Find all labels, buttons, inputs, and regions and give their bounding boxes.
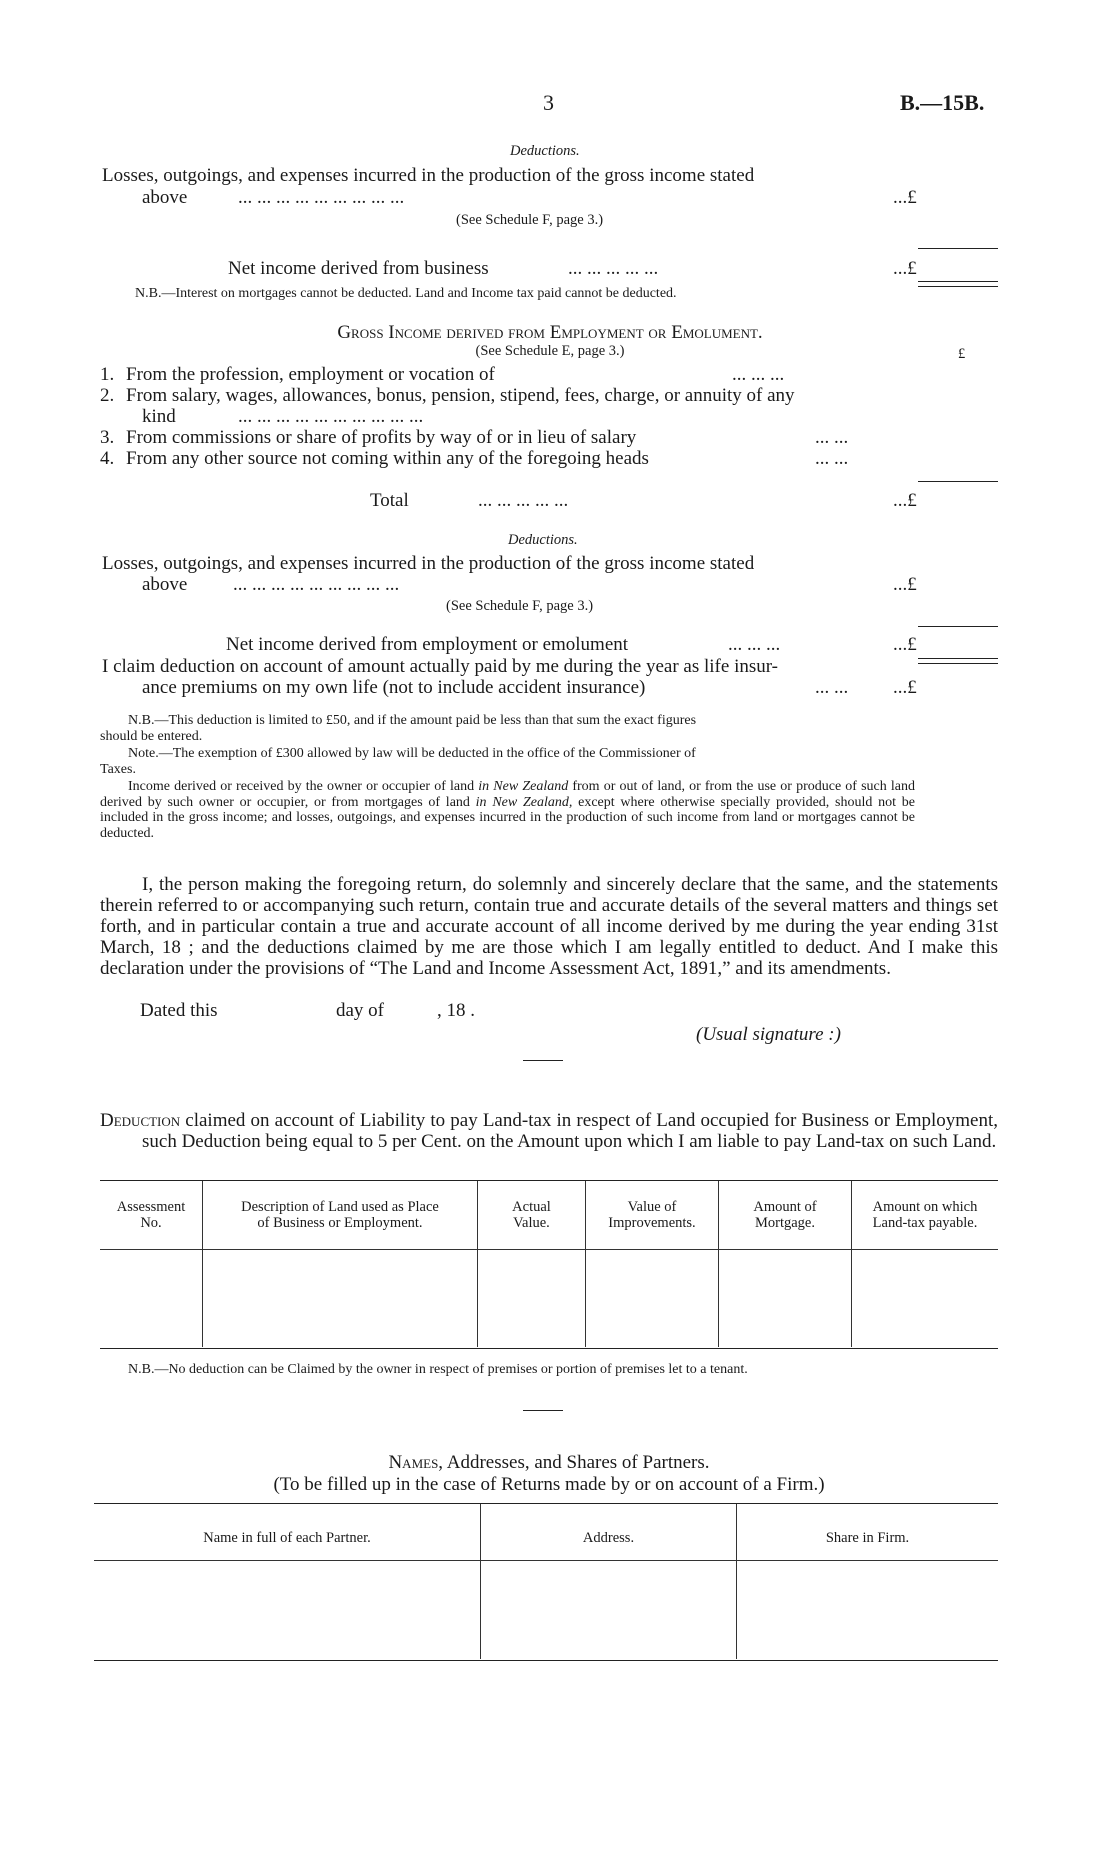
- income-note-part2: from or out of land, or from the use or produce of such land derived by such owner or occupier, or from mortgages of land: [100, 779, 915, 810]
- landtax-blank-row: [100, 1249, 998, 1347]
- note-line2: Taxes.: [100, 762, 136, 777]
- item-num-3: 3.: [100, 427, 115, 448]
- col-actual: [478, 1181, 586, 1249]
- business-losses-line1: Losses, outgoings, and expenses incurred in the production of the gross income stated: [102, 165, 755, 186]
- col-mortgage-l1: Amount of: [753, 1199, 817, 1215]
- employment-net-label: Net income derived from employment or emolument: [226, 634, 629, 655]
- col-partner-name: Name in full of each Partner.: [94, 1504, 481, 1560]
- employment-schedule-ref2: (See Schedule F, page 3.): [446, 598, 594, 614]
- landtax-intro-lead: Deduction: [100, 1110, 181, 1131]
- page-number: 3: [543, 90, 554, 115]
- partners-title-rest: , Addresses, and Shares of Partners.: [438, 1452, 710, 1473]
- item-text-2b: kind: [142, 406, 176, 427]
- double-rule: [918, 658, 998, 664]
- item-text-4: From any other source not coming within any of the foregoing heads: [126, 448, 649, 469]
- rule: [918, 626, 998, 627]
- partners-bottom-rule: [94, 1660, 998, 1661]
- business-schedule-ref: (See Schedule F, page 3.): [456, 212, 604, 228]
- nb-line1: N.B.—This deduction is limited to £50, and if the amount paid be less than that sum the exact figures: [128, 713, 697, 728]
- employment-total-pound: ...£: [893, 490, 917, 511]
- partners-header-row: [94, 1504, 998, 1560]
- business-net-income-label: Net income derived from business: [228, 258, 489, 279]
- col-actual-l1: Actual: [512, 1199, 551, 1215]
- landtax-nb: N.B.—No deduction can be Claimed by the owner in respect of premises or portion of premises let to a tenant.: [128, 1362, 748, 1377]
- col-landtax-payable: [852, 1181, 999, 1249]
- employment-deductions-heading: Deductions.: [508, 532, 578, 548]
- cell-mortgage[interactable]: [719, 1249, 852, 1347]
- col-partner-share: Share in Firm.: [825, 1530, 910, 1546]
- col-landtax-l1: Amount on which: [872, 1199, 978, 1215]
- employment-total-label: Total: [370, 490, 409, 511]
- claim-pound: ...£: [893, 677, 917, 698]
- partners-title-lead: Names: [388, 1452, 439, 1473]
- employment-losses-line1: Losses, outgoings, and expenses incurred in the production of the gross income stated: [102, 553, 755, 574]
- income-note-part1: Income derived or received by the owner or occupier of land: [128, 779, 479, 794]
- cell-partner-share[interactable]: [737, 1560, 999, 1659]
- item-dots-4: ... ...: [815, 448, 849, 469]
- landtax-header-row: [100, 1181, 998, 1249]
- business-losses-line2: above: [142, 187, 188, 208]
- usual-signature: (Usual signature :): [696, 1024, 841, 1045]
- cell-partner-address[interactable]: [481, 1560, 737, 1659]
- partners-table: [94, 1504, 998, 1659]
- rule: [918, 248, 998, 249]
- dated-this: Dated this: [140, 1000, 218, 1021]
- item-num-4: 4.: [100, 448, 115, 469]
- col-landtax-l2: Land-tax payable.: [872, 1215, 978, 1231]
- claim-line1: I claim deduction on account of amount actually paid by me during the year as life insur-: [102, 656, 779, 677]
- claim-line2: ance premiums on my own life (not to include accident insurance): [142, 677, 646, 698]
- item-dots-1: ... ... ...: [732, 364, 785, 385]
- section-divider: [523, 1060, 563, 1061]
- cell-assessment[interactable]: [100, 1249, 203, 1347]
- col-mortgage-l2: Mortgage.: [755, 1215, 815, 1231]
- col-actual-l2: Value.: [513, 1215, 550, 1231]
- col-assessment-l2: No.: [140, 1215, 162, 1231]
- cell-improvements[interactable]: [586, 1249, 719, 1347]
- item-num-1: 1.: [100, 364, 115, 385]
- dated-year: , 18 .: [437, 1000, 475, 1021]
- employment-total-dots: ... ... ... ... ...: [478, 490, 569, 511]
- item-text-2: From salary, wages, allowances, bonus, pension, stipend, fees, charge, or annuity of any: [126, 385, 795, 406]
- item-text-3: From commissions or share of profits by way of or in lieu of salary: [126, 427, 637, 448]
- landtax-intro: [100, 1110, 998, 1152]
- income-note-em2: in New Zealand,: [475, 794, 573, 810]
- table-bottom-rule: [100, 1348, 998, 1349]
- cell-actual[interactable]: [478, 1249, 586, 1347]
- business-nb: N.B.—Interest on mortgages cannot be deducted. Land and Income tax paid cannot be deducted.: [135, 286, 677, 301]
- income-note-em1: in New Zealand: [478, 779, 569, 794]
- landtax-table: [100, 1181, 998, 1347]
- cell-description[interactable]: [203, 1249, 478, 1347]
- item-dots-3: ... ...: [815, 427, 849, 448]
- col-description-l2: of Business or Employment.: [257, 1215, 423, 1231]
- business-losses-pound: ...£: [893, 187, 917, 208]
- income-note: [100, 779, 915, 841]
- rule: [918, 481, 998, 482]
- item-dots-2b: ... ... ... ... ... ... ... ... ... ...: [238, 406, 424, 427]
- partners-blank-row: [94, 1560, 998, 1659]
- income-note-part3: except where otherwise specially provided, should not be included in the gross income; and losses, outgoings, and expenses incurred in the production of such income from land or mortgages cannot be deducted.: [100, 794, 916, 841]
- day-of: day of: [336, 1000, 385, 1021]
- col-improvements-l2: Improvements.: [608, 1215, 696, 1231]
- partners-subtitle: (To be filled up in the case of Returns made by or on account of a Firm.): [273, 1474, 825, 1495]
- partners-title: [100, 1452, 998, 1474]
- col-assessment-l1: Assessment: [116, 1199, 186, 1215]
- business-net-pound: ...£: [893, 258, 917, 279]
- business-losses-dots: ... ... ... ... ... ... ... ... ...: [238, 187, 405, 208]
- employment-pound-col: £: [958, 346, 966, 362]
- business-net-dots: ... ... ... ... ...: [568, 258, 659, 279]
- declaration-text: I, the person making the foregoing return, do solemnly and sincerely declare that the same, and the statements therein referred to or accompanying such return, contain true and accurate details of the several matters and things set forth, and in particular contain a true and accurate account of all income derived by me during the year ending 31st March, 18 ; and the deductions claimed by me are those which I am legally entitled to deduct. And I make this declaration under the provisions of “The Land and Income Assessment Act, 1891,” and its amendments.: [100, 874, 998, 979]
- employment-net-dots: ... ... ...: [728, 634, 781, 655]
- landtax-intro-rest: claimed on account of Liability to pay Land-tax in respect of Land occupied for Business or Employment, such Deduction being equal to 5 per Cent. on the Amount upon which I am liable to pay Land-tax on such Land.: [142, 1110, 998, 1152]
- double-rule: [918, 281, 998, 287]
- employment-losses-dots: ... ... ... ... ... ... ... ... ...: [233, 574, 400, 595]
- nb-line2: should be entered.: [100, 729, 203, 744]
- cell-partner-name[interactable]: [94, 1560, 481, 1659]
- col-assessment: [100, 1181, 203, 1249]
- col-improvements: [586, 1181, 719, 1249]
- employment-heading: Gross Income derived from Employment or Emolument.: [337, 322, 763, 343]
- note-line1: Note.—The exemption of £300 allowed by law will be deducted in the office of the Commissioner of: [128, 746, 696, 761]
- business-deductions-heading: Deductions.: [510, 143, 580, 159]
- col-mortgage: [719, 1181, 852, 1249]
- employment-net-pound: ...£: [893, 634, 917, 655]
- cell-landtax-payable[interactable]: [852, 1249, 999, 1347]
- employment-losses-line2: above: [142, 574, 188, 595]
- section-divider: [523, 1410, 563, 1411]
- col-partner-address: Address.: [481, 1504, 737, 1560]
- col-description-l1: Description of Land used as Place: [241, 1199, 439, 1215]
- employment-losses-pound: ...£: [893, 574, 917, 595]
- employment-schedule-ref: (See Schedule E, page 3.): [475, 343, 625, 359]
- col-description: [203, 1181, 478, 1249]
- doc-ref: B.—15B.: [900, 90, 985, 115]
- col-improvements-l1: Value of: [627, 1199, 677, 1215]
- claim-dots: ... ...: [815, 677, 849, 698]
- item-text-1: From the profession, employment or vocation of: [126, 364, 495, 385]
- item-num-2: 2.: [100, 385, 115, 406]
